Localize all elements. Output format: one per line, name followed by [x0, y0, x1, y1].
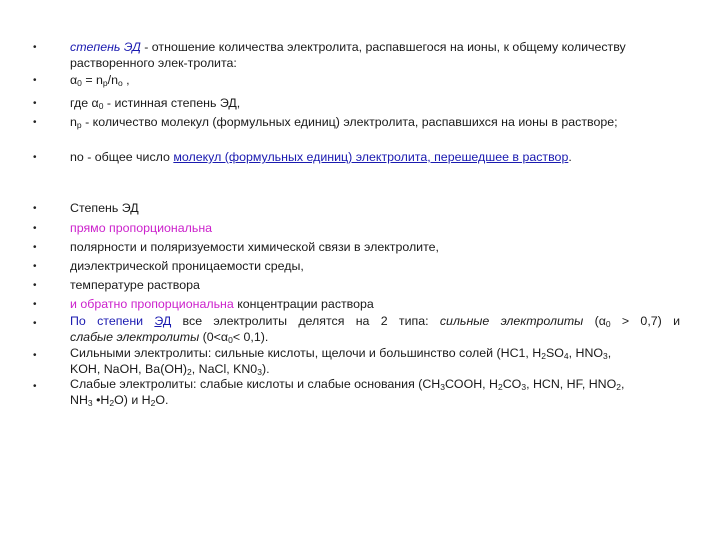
direct-proportional-line: прямо пропорциональна [70, 221, 213, 235]
bullet: • [33, 75, 37, 86]
strong-electrolytes-paragraph: Сильными электролиты: сильные кислоты, щелочи и большинство солей (HC1, $H_2SO_4$, $HNO_3$, KOH, NaOH, $Ba(OH)_2$, NaCl, $KN0_3$). [70, 346, 612, 377]
inverse-proportional-line: и обратно пропорциональна концентрации раствора [70, 297, 374, 311]
temperature-line: температуре раствора [70, 278, 200, 292]
bullet: • [33, 117, 37, 128]
bullet: • [33, 299, 37, 310]
bullet: • [33, 261, 37, 272]
where-line: где $\alpha_0$ - истинная степень ЭД, [70, 96, 241, 111]
definition-term: степень ЭД [70, 40, 141, 54]
degree-line: Степень ЭД [70, 201, 139, 215]
bullet: • [33, 280, 37, 291]
polarity-line: полярности и поляризуемости химической связи в электролите, [70, 240, 439, 254]
molecules-link[interactable]: молекул (формульных единиц) электролита, перешедшее в раствор [173, 150, 569, 164]
bullet: • [33, 242, 37, 253]
bullet: • [33, 98, 37, 109]
dielectric-line: диэлектрической проницаемости среды, [70, 259, 304, 273]
bullet: • [33, 350, 37, 361]
formula-line: $\alpha_0 = n_p/n_o$ , [70, 73, 130, 88]
definition-text: - отношение количества электролита, распавшегося на ионы, к общему количеству растворенного элек-тролита: [70, 40, 626, 70]
bullet: • [33, 223, 37, 234]
definition-paragraph [70, 40, 680, 71]
weak-electrolytes-paragraph: Слабые электролиты: слабые кислоты и слабые основания ($CH_3COOH$, $H_2CO_3$, HCN, HF, $HNO_2$, $NH_3$ $•H_2O$) и $H_2O$. [70, 377, 625, 408]
bullet: • [33, 42, 37, 53]
types-paragraph: По степени ЭД все электролиты делятся на 2 типа: сильные электролиты $(\alpha_0 > 0,7)$ и слабые электролиты $(0<\alpha_0< 0,1)$. [70, 314, 680, 345]
bullet: • [33, 203, 37, 214]
no-line: no - общее число молекул (формульных единиц) электролита, перешедшее в раствор. [70, 150, 572, 164]
bullet: • [33, 381, 37, 392]
bullet: • [33, 152, 37, 163]
np-line: $n_p$ - количество молекул (формульных единиц) электролита, распавшихся на ионы в растворе; [70, 115, 618, 130]
bullet: • [33, 318, 37, 329]
